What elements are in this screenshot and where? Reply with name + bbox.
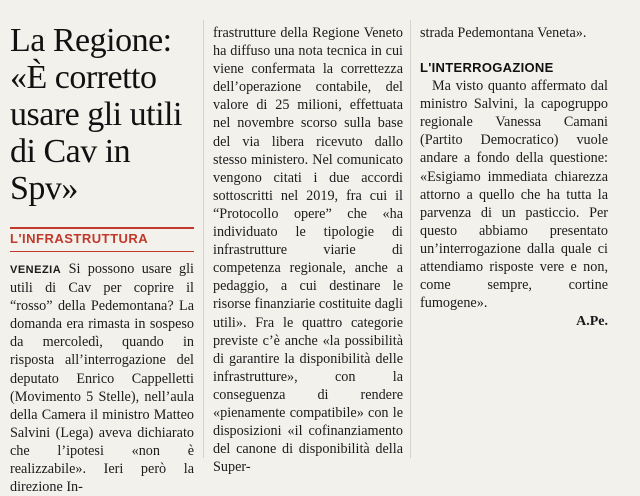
column-middle xyxy=(213,0,403,476)
column-right xyxy=(420,0,608,330)
body-text-col1: Si possono usare gli utili di Cav per coprire il “rosso” della Pedemontana? La domanda era rimasta in sospeso da mercoledì, quando in risposta all’interrogazione del deputato Enrico Cappelletti (Movimento 5 Stelle), nell’aula della Camera il ministro Matteo Salvini (Lega) aveva dichiarato che l’ipotesi «non è realizzabile». Ieri però la direzione In- xyxy=(10,261,194,496)
body-text-col3-top: strada Pedemontana Veneta». xyxy=(420,25,587,41)
body-text-col3: Ma visto quanto affermato dal ministro Salvini, la capogruppo regionale Vanessa Camani (Partito Democratico) vuole andare a fondo della questione: «Esigiamo immediata chiarezza attorno a quello che ha tutta la parvenza di un pasticcio. Per questo abbiamo presentato un’interrogazione dalla quale ci attendiamo risposte vere e non, come sempre, cortine fumogene». xyxy=(420,78,608,312)
section-label: L'INFRASTRUTTURA xyxy=(10,227,194,246)
column-divider-2 xyxy=(410,20,411,458)
dateline: VENEZIA xyxy=(10,264,62,276)
headline: La Regione: «È corretto usare gli utili di Cav in Spv» xyxy=(10,22,182,207)
author-signature: A.Pe. xyxy=(576,314,608,330)
column-divider-1 xyxy=(203,20,204,458)
body-paragraph-1 xyxy=(10,260,194,496)
body-text-col2: frastrutture della Regione Veneto ha diffuso una nota tecnica in cui viene confermata la correttezza dell’operazione contabile, del valore di 25 milioni, effettuata nel novembre scorso sulla base del via libera ricevuto dallo stesso ministero. Nel comunicato vengono citati i due accordi sottoscritti nel 2019, fra cui il “Protocollo opere” che «ha individuato le tipologie di infrastrutture viarie di competenza regionale, anche a pedaggio, a cui destinare le risorse finanziarie costituite dagli utili». Fra le quattro categorie previste c’è anche «la possibilità di garantire la disponibilità delle infrastrutture», con la conseguenza di rendere «pienamente compatibile» con le disposizioni «il cofinanziamento del canone di disponibilità della Super- xyxy=(213,25,403,476)
column-left xyxy=(10,0,194,496)
subhead: L'INTERROGAZIONE xyxy=(420,60,554,76)
section-rule xyxy=(10,251,194,252)
